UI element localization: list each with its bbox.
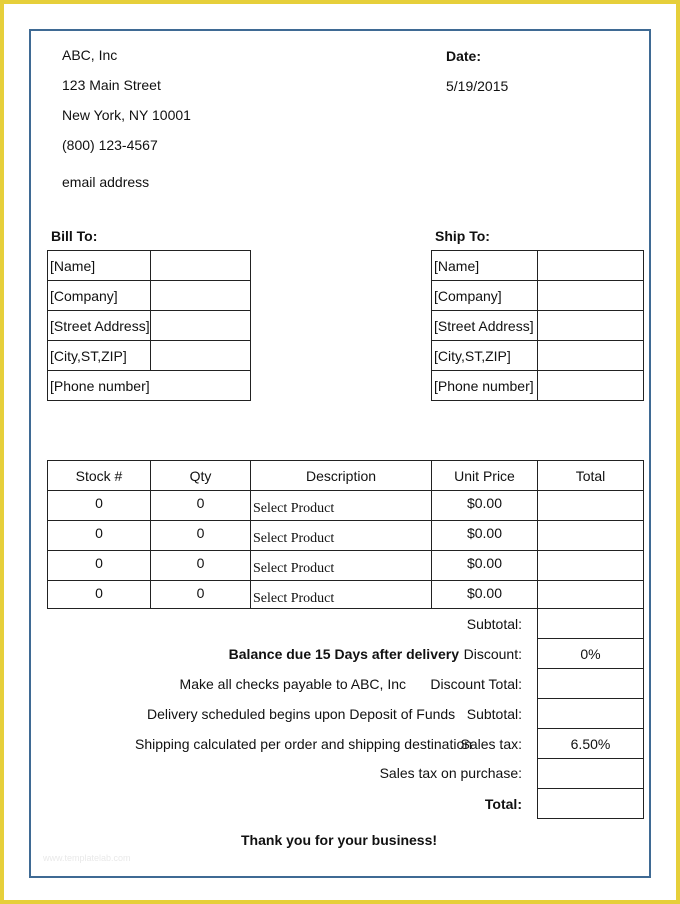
bill-to-title: Bill To: bbox=[51, 228, 98, 244]
note-delivery bbox=[147, 706, 456, 722]
table-row-total[interactable] bbox=[537, 550, 644, 581]
company-phone: (800) 123-4567 bbox=[62, 137, 158, 153]
table-row-qty[interactable]: 0 bbox=[150, 520, 251, 551]
summary-sales-tax-value[interactable]: 6.50% bbox=[537, 728, 644, 759]
bill-to-company[interactable]: [Company] bbox=[47, 280, 151, 311]
bill-to-city-extra[interactable] bbox=[150, 340, 251, 371]
table-row-description[interactable]: Select Product bbox=[250, 580, 432, 609]
summary-tax-on-purchase-label: Sales tax on purchase: bbox=[379, 765, 522, 781]
table-row-unit-price[interactable]: $0.00 bbox=[431, 550, 538, 581]
header-total: Total bbox=[537, 460, 644, 491]
summary-subtotal2-value[interactable] bbox=[537, 698, 644, 729]
table-row-qty[interactable]: 0 bbox=[150, 490, 251, 521]
note-shipping-text: Shipping calculated per order and shipping destination bbox=[135, 736, 473, 752]
company-street: 123 Main Street bbox=[62, 77, 161, 93]
table-row-unit-price[interactable]: $0.00 bbox=[431, 490, 538, 521]
note-checks-payable bbox=[150, 676, 406, 692]
bill-to-street-extra[interactable] bbox=[150, 310, 251, 341]
ship-to-street-extra[interactable] bbox=[537, 310, 644, 341]
table-row-stock[interactable]: 0 bbox=[47, 490, 151, 521]
table-row-qty[interactable]: 0 bbox=[150, 580, 251, 609]
company-email: email address bbox=[62, 174, 150, 190]
date-value: 5/19/2015 bbox=[446, 78, 509, 94]
date-label: Date: bbox=[446, 48, 482, 64]
thank-you-text: Thank you for your business! bbox=[241, 832, 438, 848]
ship-to-company-extra[interactable] bbox=[537, 280, 644, 311]
ship-to-name-extra[interactable] bbox=[537, 250, 644, 281]
table-row-unit-price[interactable]: $0.00 bbox=[431, 520, 538, 551]
ship-to-street[interactable]: [Street Address] bbox=[431, 310, 538, 341]
bill-to-name[interactable]: [Name] bbox=[47, 250, 151, 281]
note-checks-payable-text: Make all checks payable to ABC, Inc bbox=[179, 676, 406, 692]
ship-to-company[interactable]: [Company] bbox=[431, 280, 538, 311]
table-row-description[interactable]: Select Product bbox=[250, 520, 432, 551]
table-row-qty[interactable]: 0 bbox=[150, 550, 251, 581]
summary-subtotal-value[interactable] bbox=[537, 608, 644, 639]
watermark-text: www.templatelab.com bbox=[43, 853, 131, 863]
table-row-unit-price[interactable]: $0.00 bbox=[431, 580, 538, 609]
bill-to-phone[interactable]: [Phone number] bbox=[47, 370, 251, 401]
note-delivery-text: Delivery scheduled begins upon Deposit of Funds bbox=[147, 706, 456, 722]
table-row-total[interactable] bbox=[537, 520, 644, 551]
note-balance-due bbox=[150, 646, 459, 662]
summary-sales-tax-label: Sales tax: bbox=[460, 736, 522, 752]
ship-to-name[interactable]: [Name] bbox=[431, 250, 538, 281]
summary-discount-value[interactable]: 0% bbox=[537, 638, 644, 669]
summary-discount-total-label: Discount Total: bbox=[430, 676, 522, 692]
summary-subtotal-label: Subtotal: bbox=[466, 616, 522, 632]
ship-to-city[interactable]: [City,ST,ZIP] bbox=[431, 340, 538, 371]
bill-to-city[interactable]: [City,ST,ZIP] bbox=[47, 340, 151, 371]
ship-to-phone[interactable]: [Phone number] bbox=[431, 370, 538, 401]
ship-to-city-extra[interactable] bbox=[537, 340, 644, 371]
ship-to-phone-extra[interactable] bbox=[537, 370, 644, 401]
note-shipping bbox=[135, 736, 473, 752]
header-stock: Stock # bbox=[47, 460, 151, 491]
header-unit-price: Unit Price bbox=[431, 460, 538, 491]
bill-to-street[interactable]: [Street Address] bbox=[47, 310, 151, 341]
header-qty: Qty bbox=[150, 460, 251, 491]
table-row-stock[interactable]: 0 bbox=[47, 580, 151, 609]
company-name: ABC, Inc bbox=[62, 47, 118, 63]
table-row-stock[interactable]: 0 bbox=[47, 550, 151, 581]
summary-discount-label: Discount: bbox=[463, 646, 522, 662]
table-row-description[interactable]: Select Product bbox=[250, 490, 432, 521]
summary-discount-total-value[interactable] bbox=[537, 668, 644, 699]
ship-to-title: Ship To: bbox=[435, 228, 490, 244]
bill-to-name-extra[interactable] bbox=[150, 250, 251, 281]
note-balance-due-text: Balance due 15 Days after delivery bbox=[228, 646, 459, 662]
summary-tax-on-purchase-value[interactable] bbox=[537, 758, 644, 789]
summary-total-label: Total: bbox=[484, 796, 522, 812]
summary-total-value[interactable] bbox=[537, 788, 644, 819]
company-city: New York, NY 10001 bbox=[62, 107, 191, 123]
bill-to-company-extra[interactable] bbox=[150, 280, 251, 311]
header-description: Description bbox=[250, 460, 432, 491]
table-row-total[interactable] bbox=[537, 580, 644, 609]
table-row-stock[interactable]: 0 bbox=[47, 520, 151, 551]
summary-subtotal2-label: Subtotal: bbox=[466, 706, 522, 722]
table-row-total[interactable] bbox=[537, 490, 644, 521]
table-row-description[interactable]: Select Product bbox=[250, 550, 432, 581]
